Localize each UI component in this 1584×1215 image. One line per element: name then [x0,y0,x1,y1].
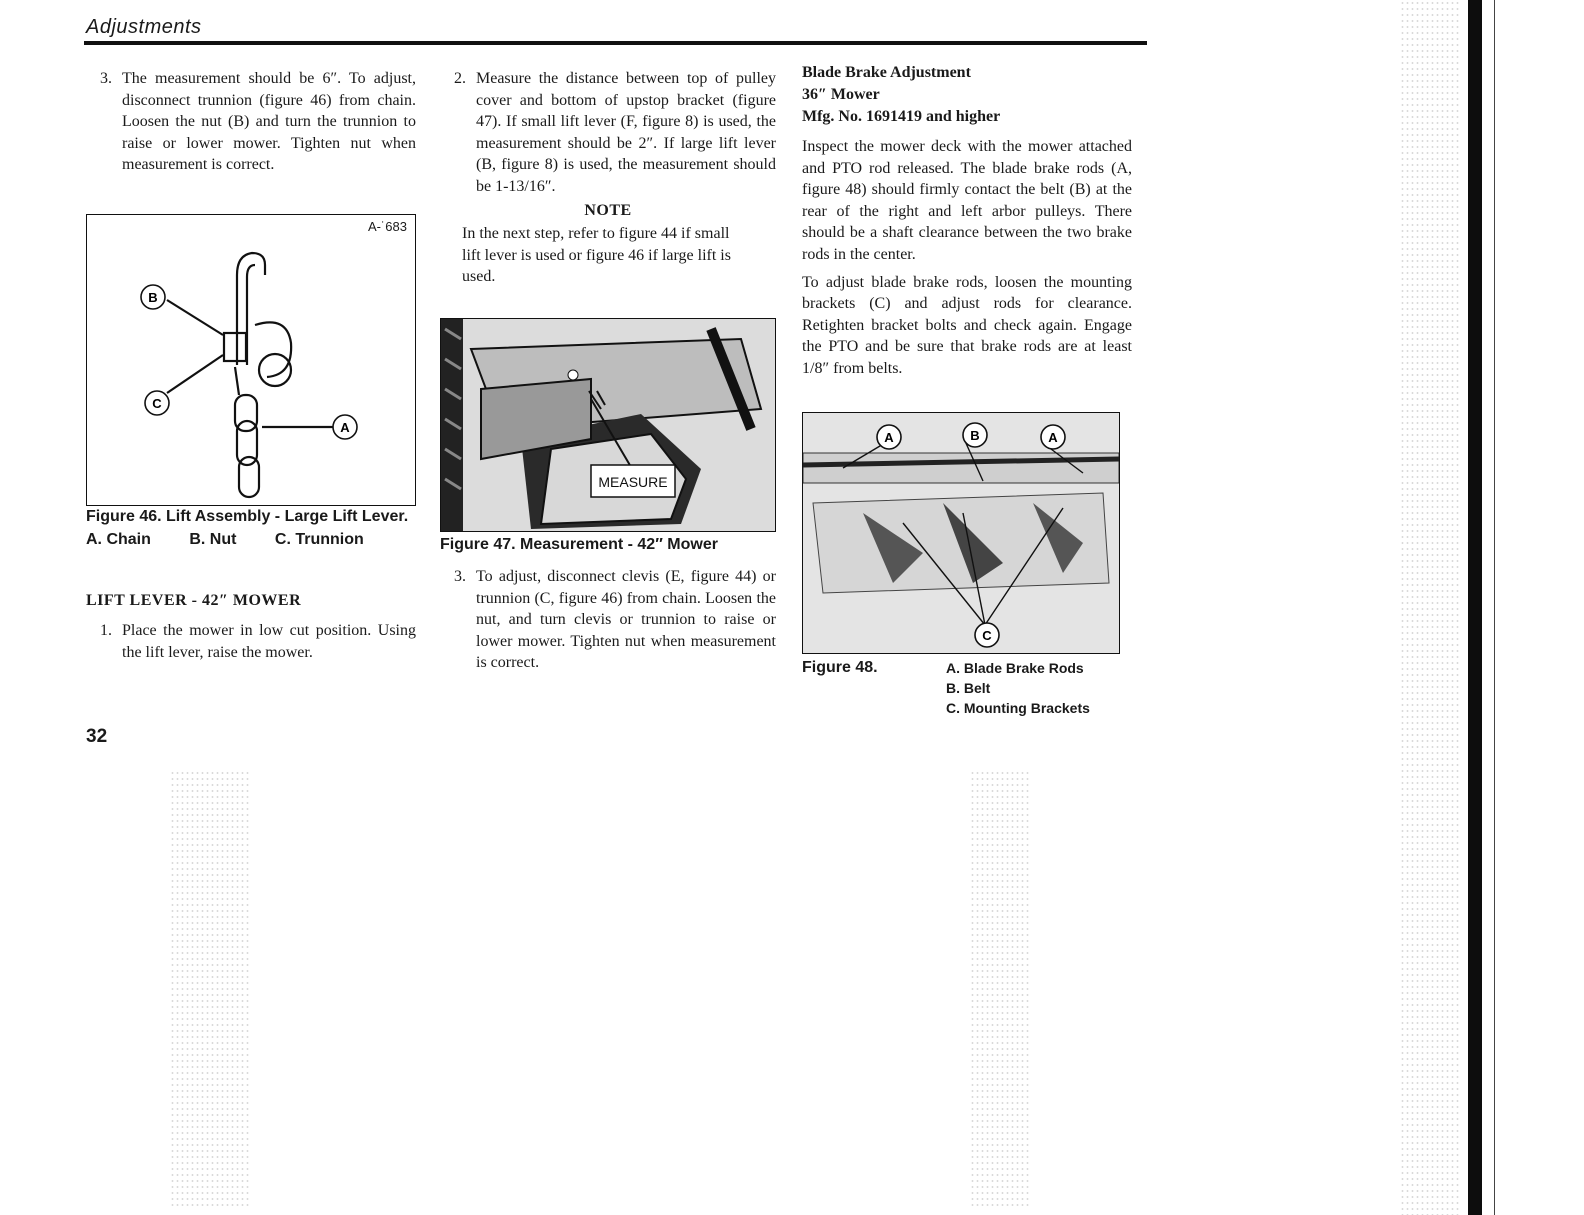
step-number: 2. [454,70,466,87]
mower-measurement-photo [441,319,775,531]
callout-a-left: A [884,430,894,445]
note-heading: NOTE [584,201,632,219]
scan-binding-edge [1468,0,1482,1215]
step-3-col2 [440,566,776,674]
note-text: In the next step, refer to figure 44 if small lift lever is used or figure 46 if large lift is used. [462,225,731,286]
step-text: The measurement should be 6″. To adjust, disconnect trunnion (figure 46) from chain. Loosen the nut (B) and turn the trunnion to raise or lower mower. Tighten nut when measurement is correct. [122,70,416,174]
column-3-text [802,136,1132,380]
step-1-col1 [86,620,416,663]
scan-edge-line [1494,0,1495,1215]
paragraph-1: Inspect the mower deck with the mower attached and PTO rod released. The blade brake rods (A, figure 48) should firmly contact the belt (B) at the rear of the right and left arbor pulleys. There should be a shaft clearance between the two brake rods in the center. [802,138,1132,263]
heading-line-1: Blade Brake Adjustment [802,64,971,81]
page-header-title: Adjustments [86,16,202,38]
paragraph-2: To adjust blade brake rods, loosen the mounting brackets (C) and adjust rods for clearance. Retighten bracket bolts and check again. Engage the PTO and be sure that brake rods are at least 1/8″ from belts. [802,273,1132,377]
heading-line-3: Mfg. No. 1691419 and higher [802,108,1001,125]
step-3-col1 [86,68,416,176]
column-2 [440,68,776,288]
callout-a-right: A [1048,430,1058,445]
callout-b-label: B [148,290,158,305]
callout-c-label: C [152,396,162,411]
legend-a: A. Chain [86,531,151,548]
step-text: Measure the distance between top of pulley cover and bottom of upstop bracket (figure 47). If small lift lever (F, figure 8) is used, the measurement should be 2″. If large lift lever (B, figure 8) is used, the measurement should be 1-13/16″. [476,70,776,195]
column-1 [86,68,416,176]
legend-a: A. Blade Brake Rods [946,660,1084,676]
legend-c: C. Trunnion [274,531,364,548]
figure-46-code: A-˙683 [367,219,407,234]
legend-b: B. Belt [946,680,991,696]
scan-noise [170,770,250,1210]
figure-47 [440,318,776,532]
legend-b: B. Nut [189,531,237,548]
step-number: 3. [100,70,112,87]
scan-noise [1400,0,1460,1215]
legend-c: C. Mounting Brackets [946,700,1090,716]
figure-48-legend [946,658,1090,718]
callout-a-label: A [340,420,350,435]
callout-c: C [982,628,992,643]
column-1-bottom [86,620,416,663]
step-number: 3. [454,568,466,585]
scan-noise [970,770,1030,1210]
section-heading-lift-lever: LIFT LEVER - 42″ MOWER [86,592,302,609]
step-text: Place the mower in low cut position. Using the lift lever, raise the mower. [122,622,416,661]
figure-47-caption: Figure 47. Measurement - 42″ Mower [440,536,718,553]
figure-46-caption [86,506,421,550]
step-2-col2 [440,68,776,198]
lift-assembly-illustration [87,215,415,505]
step-text: To adjust, disconnect clevis (E, figure 44) or trunnion (C, figure 46) from chain. Loosen the nut, and turn clevis or trunnion to raise or lower mower. Tighten nut when measurement is correct. [476,568,776,672]
figure-46-legend [86,529,421,550]
callout-b: B [970,428,980,443]
column-2-bottom [440,566,776,674]
heading-line-2: 36″ Mower [802,86,880,103]
header-rule [84,41,1147,45]
blade-brake-heading [802,62,1142,128]
figure-46-caption-text: Figure 46. Lift Assembly - Large Lift Lever. [86,508,409,525]
figure-48-caption-text: Figure 48. [802,659,878,676]
figure-46 [86,214,416,506]
step-number: 1. [100,622,112,639]
measure-label: MEASURE [598,474,668,490]
page-number: 32 [86,726,108,747]
blade-brake-photo [803,413,1119,653]
figure-48 [802,412,1120,654]
